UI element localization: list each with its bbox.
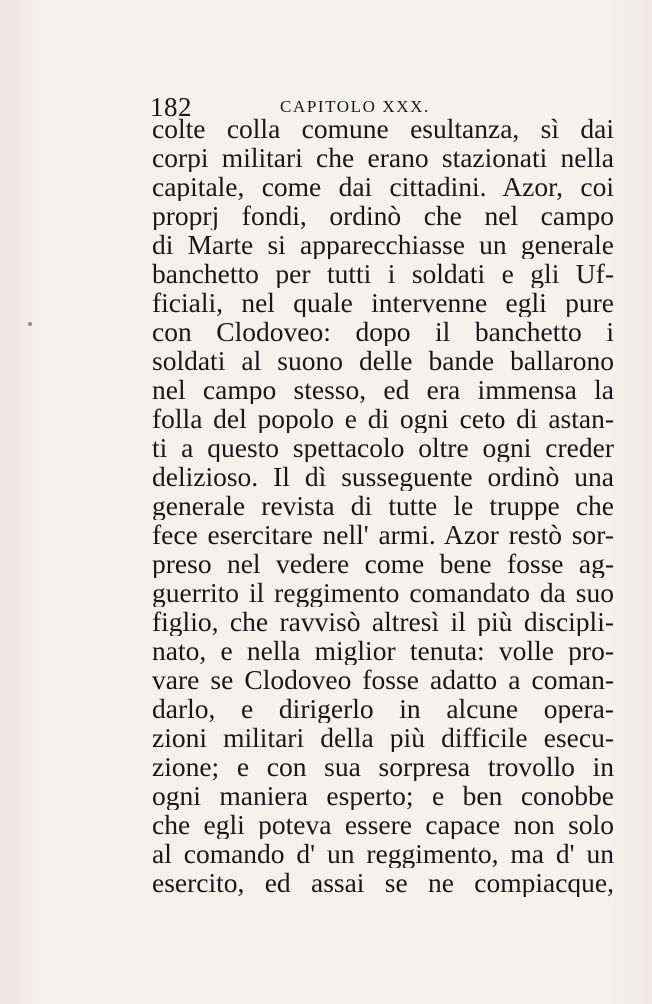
text-line: colte colla comune esultanza, sì dai bbox=[152, 114, 614, 143]
text-line: ogni maniera esperto; e ben conobbe bbox=[152, 781, 614, 810]
text-line: folla del popolo e di ogni ceto di astan- bbox=[152, 404, 614, 433]
text-line: capitale, come dai cittadini. Azor, coi bbox=[152, 172, 614, 201]
running-head: CAPITOLO XXX. bbox=[280, 97, 430, 116]
text-line: ti a questo spettacolo oltre ogni creder bbox=[152, 433, 614, 462]
text-line: nel campo stesso, ed era immensa la bbox=[152, 375, 614, 404]
text-line: con Clodoveo: dopo il banchetto i bbox=[152, 317, 614, 346]
text-line: di Marte si apparecchiasse un generale bbox=[152, 230, 614, 259]
text-line: al comando d' un reggimento, ma d' un bbox=[152, 839, 614, 868]
margin-speck bbox=[28, 322, 32, 326]
text-line: vare se Clodoveo fosse adatto a coman- bbox=[152, 665, 614, 694]
text-line: delizioso. Il dì susseguente ordinò una bbox=[152, 462, 614, 491]
text-line: ficiali, nel quale intervenne egli pure bbox=[152, 288, 614, 317]
text-line: proprj fondi, ordinò che nel campo bbox=[152, 201, 614, 230]
text-line: esercito, ed assai se ne compiacque, bbox=[152, 868, 614, 897]
text-line: che egli poteva essere capace non solo bbox=[152, 810, 614, 839]
text-line: guerrito il reggimento comandato da suo bbox=[152, 578, 614, 607]
text-line: generale revista di tutte le truppe che bbox=[152, 491, 614, 520]
text-line: banchetto per tutti i soldati e gli Uf- bbox=[152, 259, 614, 288]
body-text bbox=[152, 114, 614, 897]
text-line: figlio, che ravvisò altresì il più discipli- bbox=[152, 607, 614, 636]
text-line: soldati al suono delle bande ballarono bbox=[152, 346, 614, 375]
text-line: zione; e con sua sorpresa trovollo in bbox=[152, 752, 614, 781]
text-line: fece esercitare nell' armi. Azor restò sor- bbox=[152, 520, 614, 549]
text-line: nato, e nella miglior tenuta: volle pro- bbox=[152, 636, 614, 665]
text-line: zioni militari della più difficile esecu- bbox=[152, 723, 614, 752]
page-number: 182 bbox=[150, 92, 192, 122]
text-line: darlo, e dirigerlo in alcune opera- bbox=[152, 694, 614, 723]
text-line: preso nel vedere come bene fosse ag- bbox=[152, 549, 614, 578]
text-line: corpi militari che erano stazionati nella bbox=[152, 143, 614, 172]
